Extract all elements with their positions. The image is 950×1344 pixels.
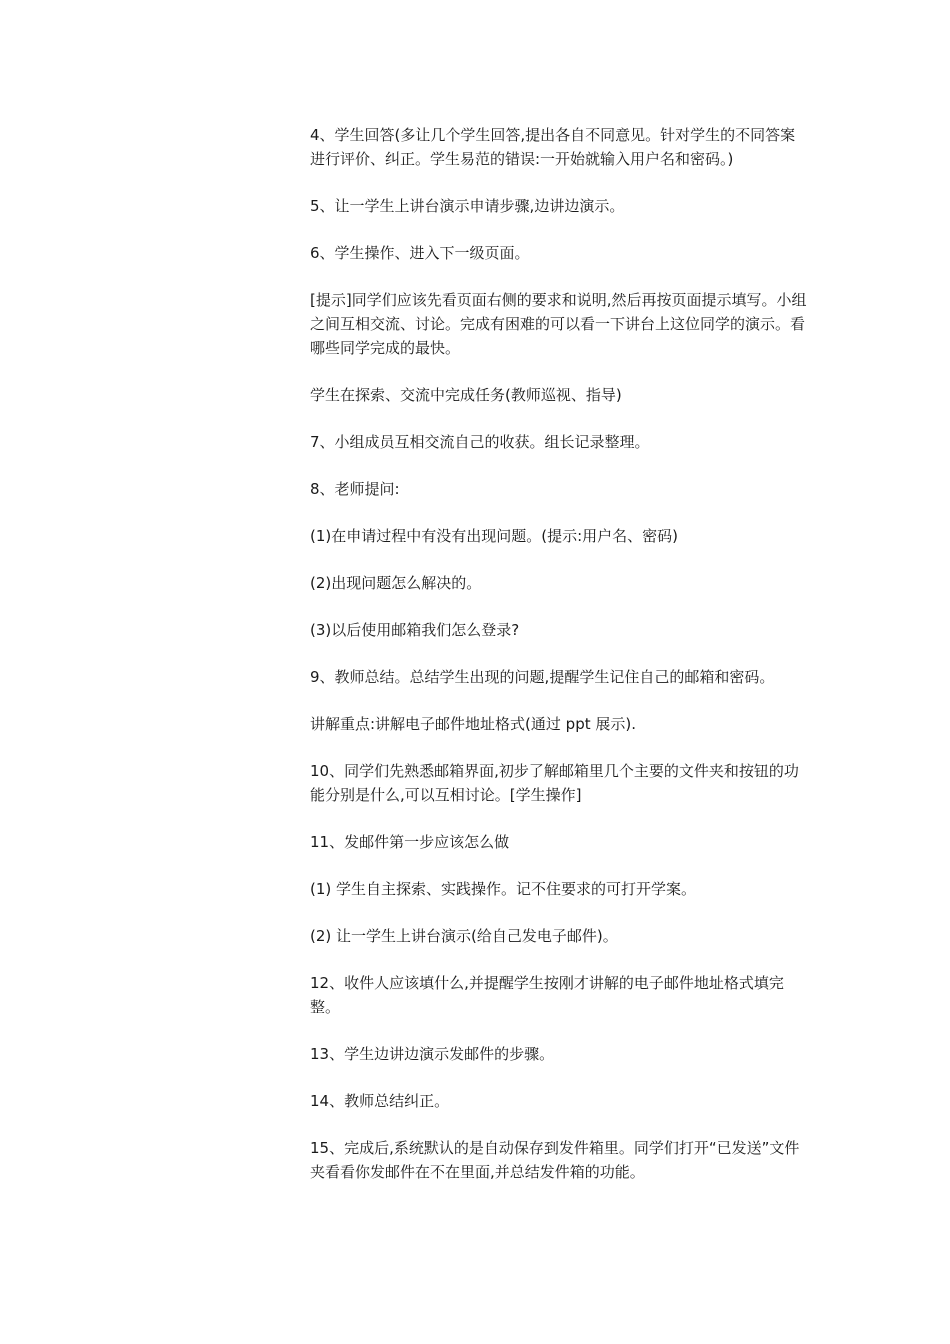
paragraph-step-6: 6、学生操作、进入下一级页面。 <box>310 244 530 262</box>
paragraph-step-13: 13、学生边讲边演示发邮件的步骤。 <box>310 1045 555 1063</box>
paragraph-step-15: 15、完成后,系统默认的是自动保存到发件箱里。同学们打开“已发送”文件夹看看你发邮件在不在里面,并总结发件箱的功能。 <box>310 1139 800 1181</box>
paragraph-sub-1: (1) 学生自主探索、实践操作。记不住要求的可打开学案。 <box>310 880 697 898</box>
paragraph-step-10: 10、同学们先熟悉邮箱界面,初步了解邮箱里几个主要的文件夹和按钮的功能分别是什么,可以互相讨论。[学生操作] <box>310 762 799 804</box>
paragraph-step-9: 9、教师总结。总结学生出现的问题,提醒学生记住自己的邮箱和密码。 <box>310 668 775 686</box>
paragraph-question-1: (1)在申请过程中有没有出现问题。(提示:用户名、密码) <box>310 527 679 545</box>
paragraph-step-5: 5、让一学生上讲台演示申请步骤,边讲边演示。 <box>310 197 625 215</box>
paragraph-step-11: 11、发邮件第一步应该怎么做 <box>310 833 510 851</box>
paragraph-step-8: 8、老师提问: <box>310 480 400 498</box>
paragraph-hint: [提示]同学们应该先看页面右侧的要求和说明,然后再按页面提示填写。小组之间互相交流、讨论。完成有困难的可以看一下讲台上这位同学的演示。看哪些同学完成的最快。 <box>310 291 807 357</box>
paragraph-task: 学生在探索、交流中完成任务(教师巡视、指导) <box>310 386 622 404</box>
paragraph-step-7: 7、小组成员互相交流自己的收获。组长记录整理。 <box>310 433 650 451</box>
paragraph-step-4: 4、学生回答(多让几个学生回答,提出各自不同意见。针对学生的不同答案进行评价、纠正。学生易范的错误:一开始就输入用户名和密码。) <box>310 126 796 168</box>
paragraph-step-12: 12、收件人应该填什么,并提醒学生按刚才讲解的电子邮件地址格式填完整。 <box>310 974 784 1016</box>
paragraph-key-point: 讲解重点:讲解电子邮件地址格式(通过 ppt 展示). <box>310 715 636 733</box>
document-body <box>310 123 810 1207</box>
paragraph-sub-2: (2) 让一学生上讲台演示(给自己发电子邮件)。 <box>310 927 618 945</box>
paragraph-step-14: 14、教师总结纠正。 <box>310 1092 450 1110</box>
paragraph-question-2: (2)出现问题怎么解决的。 <box>310 574 482 592</box>
paragraph-question-3: (3)以后使用邮箱我们怎么登录? <box>310 621 520 639</box>
